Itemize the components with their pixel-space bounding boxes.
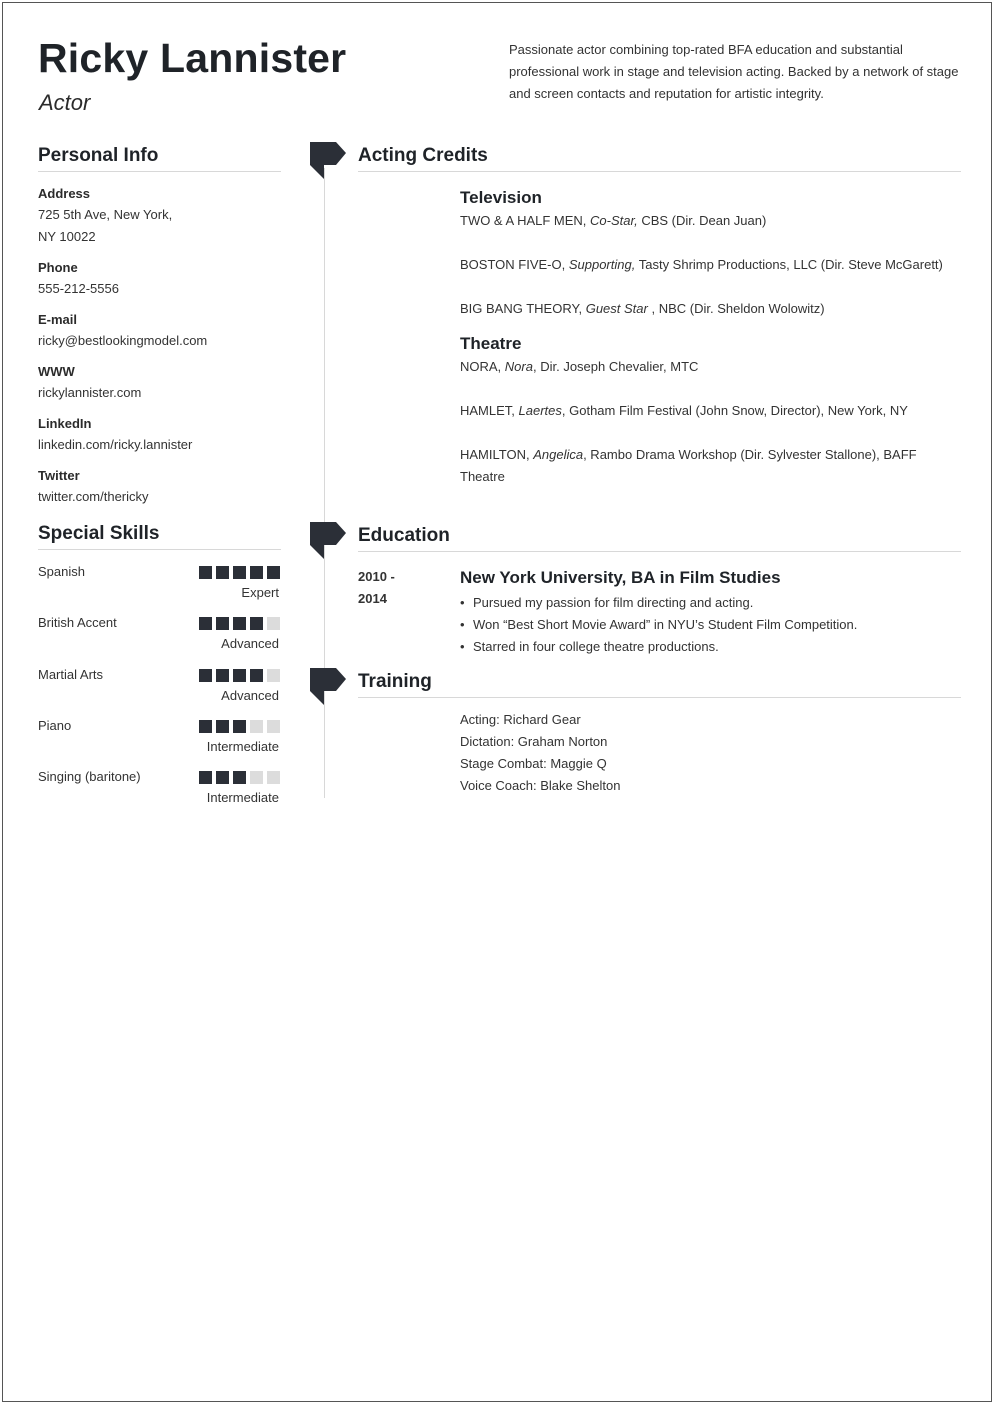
rating-box-filled bbox=[267, 566, 280, 579]
resume-page bbox=[2, 2, 992, 1402]
phone-value: 555-212-5556 bbox=[38, 281, 119, 296]
phone-label: Phone bbox=[38, 260, 78, 275]
rating-box-filled bbox=[250, 566, 263, 579]
rating-box-filled bbox=[216, 617, 229, 630]
personal-info-heading: Personal Info bbox=[38, 145, 159, 166]
rating-box-filled bbox=[233, 720, 246, 733]
rating-box-empty bbox=[267, 720, 280, 733]
acting-credits-flag-icon bbox=[310, 142, 348, 180]
rating-box-filled bbox=[233, 771, 246, 784]
theatre-heading: Theatre bbox=[460, 334, 522, 353]
acting-credits-heading: Acting Credits bbox=[358, 145, 488, 166]
linkedin-label: LinkedIn bbox=[38, 416, 92, 431]
rating-box-empty bbox=[250, 720, 263, 733]
tv-credit-3: BIG BANG THEORY, Guest Star , NBC (Dir. Sheldon Wolowitz) bbox=[460, 301, 825, 316]
rating-box-filled bbox=[199, 617, 212, 630]
rating-box-empty bbox=[250, 771, 263, 784]
linkedin-value: linkedin.com/ricky.lannister bbox=[38, 437, 193, 452]
rating-box-filled bbox=[199, 669, 212, 682]
address-line-1: 725 5th Ave, New York, bbox=[38, 207, 173, 222]
twitter-value: twitter.com/thericky bbox=[38, 489, 149, 504]
skill-name: Spanish bbox=[38, 564, 85, 579]
special-skills-divider bbox=[38, 549, 281, 550]
rating-box-empty bbox=[267, 617, 280, 630]
rating-box-filled bbox=[216, 720, 229, 733]
television-heading: Television bbox=[460, 188, 542, 207]
skill-name: British Accent bbox=[38, 615, 117, 630]
rating-box-filled bbox=[250, 669, 263, 682]
theatre-credit-1: NORA, Nora, Dir. Joseph Chevalier, MTC bbox=[460, 359, 699, 374]
education-flag-icon bbox=[310, 522, 348, 560]
personal-info-divider bbox=[38, 171, 281, 172]
rating-box-filled bbox=[233, 566, 246, 579]
education-degree: New York University, BA in Film Studies bbox=[460, 568, 781, 587]
acting-credits-divider bbox=[358, 171, 961, 172]
skill-level: Advanced bbox=[221, 688, 279, 703]
education-dates: 2010 - 2014 bbox=[358, 569, 395, 606]
tv-credit-1: TWO & A HALF MEN, Co-Star, CBS (Dir. Dean Juan) bbox=[460, 213, 767, 228]
skill-name: Martial Arts bbox=[38, 667, 104, 682]
skill-rating bbox=[199, 720, 280, 733]
twitter-label: Twitter bbox=[38, 468, 80, 483]
skill-level: Intermediate bbox=[206, 790, 279, 805]
tv-credit-2: BOSTON FIVE-O, Supporting, Tasty Shrimp Productions, LLC (Dir. Steve McGarett) bbox=[460, 257, 943, 272]
address-line-2: NY 10022 bbox=[38, 229, 96, 244]
skill-rating bbox=[199, 669, 280, 682]
education-divider bbox=[358, 551, 961, 552]
special-skills-heading: Special Skills bbox=[38, 523, 160, 544]
skill-rating bbox=[199, 566, 280, 579]
education-bullet: • Pursued my passion for film directing and acting. bbox=[460, 592, 857, 614]
www-value: rickylannister.com bbox=[38, 385, 142, 400]
rating-box-filled bbox=[216, 771, 229, 784]
summary-text: Passionate actor combining top-rated BFA education and substantial professional work in stage and television acting. Backed by a network of stage and screen contacts and reputation for artistic integrity. bbox=[509, 42, 959, 101]
training-heading: Training bbox=[358, 671, 432, 692]
training-item: Acting: Richard Gear bbox=[460, 712, 581, 727]
rating-box-filled bbox=[216, 669, 229, 682]
rating-box-empty bbox=[267, 771, 280, 784]
theatre-credit-2: HAMLET, Laertes, Gotham Film Festival (John Snow, Director), New York, NY bbox=[460, 403, 908, 418]
training-item: Stage Combat: Maggie Q bbox=[460, 756, 607, 771]
candidate-name: Ricky Lannister bbox=[38, 35, 347, 81]
rating-box-filled bbox=[250, 617, 263, 630]
education-bullets bbox=[460, 592, 857, 658]
skill-level: Expert bbox=[241, 585, 279, 600]
skill-level: Intermediate bbox=[206, 739, 279, 754]
training-item: Dictation: Graham Norton bbox=[460, 734, 608, 749]
education-bullet: • Starred in four college theatre productions. bbox=[460, 636, 857, 658]
job-title: Actor bbox=[39, 90, 91, 115]
rating-box-empty bbox=[267, 669, 280, 682]
education-bullet: • Won “Best Short Movie Award” in NYU’s Student Film Competition. bbox=[460, 614, 857, 636]
theatre-credit-3: HAMILTON, Angelica, Rambo Drama Workshop (Dir. Sylvester Stallone), BAFF Theatre bbox=[460, 447, 917, 484]
skill-name: Singing (baritone) bbox=[38, 769, 141, 784]
email-label: E-mail bbox=[38, 312, 78, 327]
skill-name: Piano bbox=[38, 718, 72, 733]
rating-box-filled bbox=[199, 566, 212, 579]
skill-rating bbox=[199, 617, 280, 630]
rating-box-filled bbox=[199, 720, 212, 733]
rating-box-filled bbox=[233, 617, 246, 630]
rating-box-filled bbox=[199, 771, 212, 784]
email-value: ricky@bestlookingmodel.com bbox=[38, 333, 208, 348]
training-item: Voice Coach: Blake Shelton bbox=[460, 778, 621, 793]
training-list bbox=[460, 709, 620, 797]
skill-rating bbox=[199, 771, 280, 784]
www-label: WWW bbox=[38, 364, 75, 379]
rating-box-filled bbox=[216, 566, 229, 579]
skill-level: Advanced bbox=[221, 636, 279, 651]
address-label: Address bbox=[38, 186, 91, 201]
training-flag-icon bbox=[310, 668, 348, 706]
rating-box-filled bbox=[233, 669, 246, 682]
training-divider bbox=[358, 697, 961, 698]
education-heading: Education bbox=[358, 525, 450, 546]
